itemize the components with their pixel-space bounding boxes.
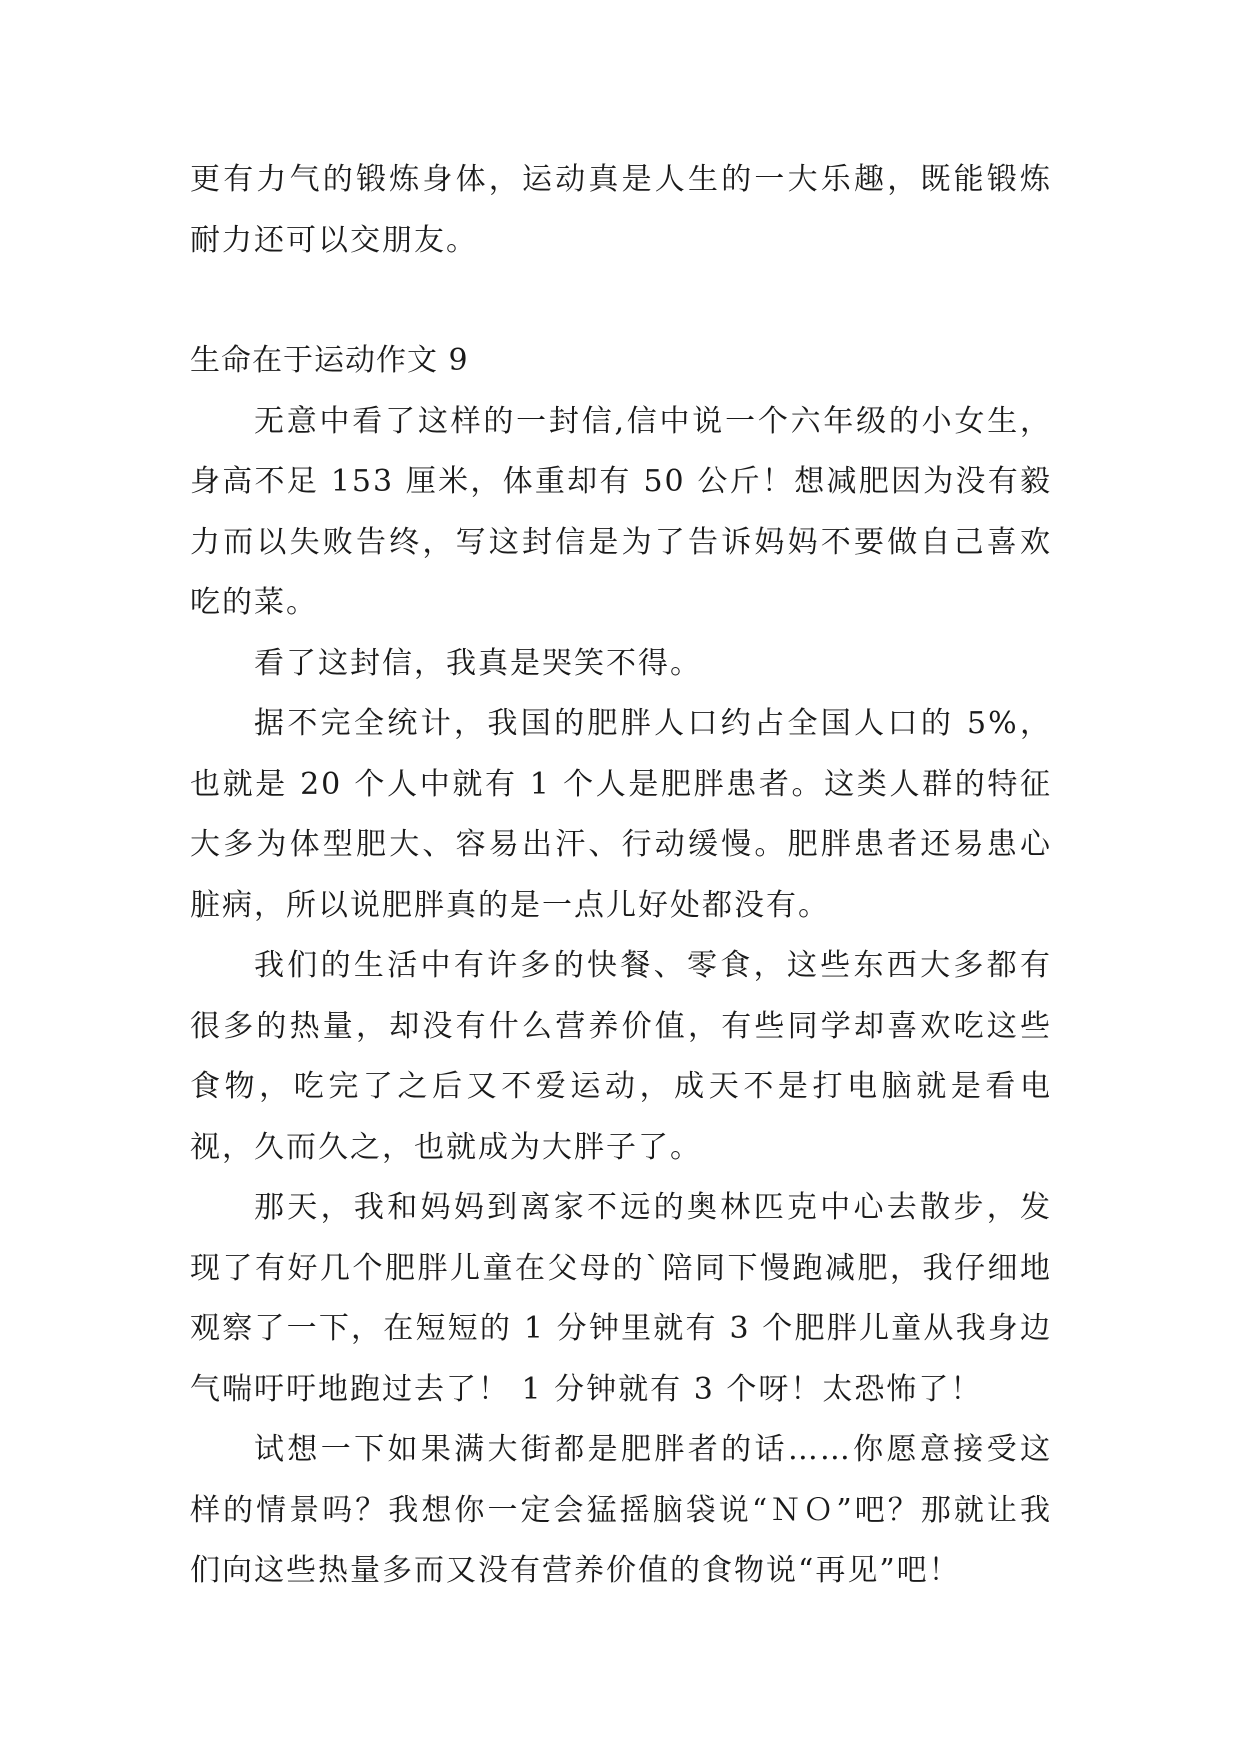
- section-spacer: [190, 271, 1052, 331]
- paragraph-2: 看了这封信，我真是哭笑不得。: [254, 645, 702, 681]
- document-body: [190, 150, 1052, 1602]
- paragraph-5: 那天，我和妈妈到离家不远的奥林匹克中心去散步，发现了有好几个肥胖儿童在父母的`陪同下慢跑减肥，我仔细地观察了一下，在短短的 1 分钟里就有 3 个肥胖儿童从我身边气喘吁吁地跑过去了！ 1 分钟就有 3 个呀！太恐怖了！: [190, 1190, 1052, 1407]
- section-title: 生命在于运动作文 9: [190, 343, 469, 378]
- paragraph-3: 据不完全统计，我国的肥胖人口约占全国人口的 5%，也就是 20 个人中就有 1 个人是肥胖患者。这类人群的特征大多为体型肥大、容易出汗、行动缓慢。肥胖患者还易患心脏病，所以说肥胖真的是一点儿好处都没有。: [190, 706, 1052, 923]
- continued-paragraph: 更有力气的锻炼身体，运动真是人生的一大乐趣，既能锻炼耐力还可以交朋友。: [190, 162, 1052, 258]
- paragraph-6: 试想一下如果满大街都是肥胖者的话……你愿意接受这样的情景吗？我想你一定会猛摇脑袋说“ＮＯ”吧？那就让我们向这些热量多而又没有营养价值的食物说“再见”吧！: [190, 1432, 1052, 1588]
- paragraph-1: 无意中看了这样的一封信,信中说一个六年级的小女生，身高不足 153 厘米，体重却有 50 公斤！想减肥因为没有毅力而以失败告终，写这封信是为了告诉妈妈不要做自己喜欢吃的菜。: [190, 403, 1052, 620]
- paragraph-4: 我们的生活中有许多的快餐、零食，这些东西大多都有很多的热量，却没有什么营养价值，有些同学却喜欢吃这些食物，吃完了之后又不爱运动，成天不是打电脑就是看电视，久而久之，也就成为大胖子了。: [190, 948, 1052, 1165]
